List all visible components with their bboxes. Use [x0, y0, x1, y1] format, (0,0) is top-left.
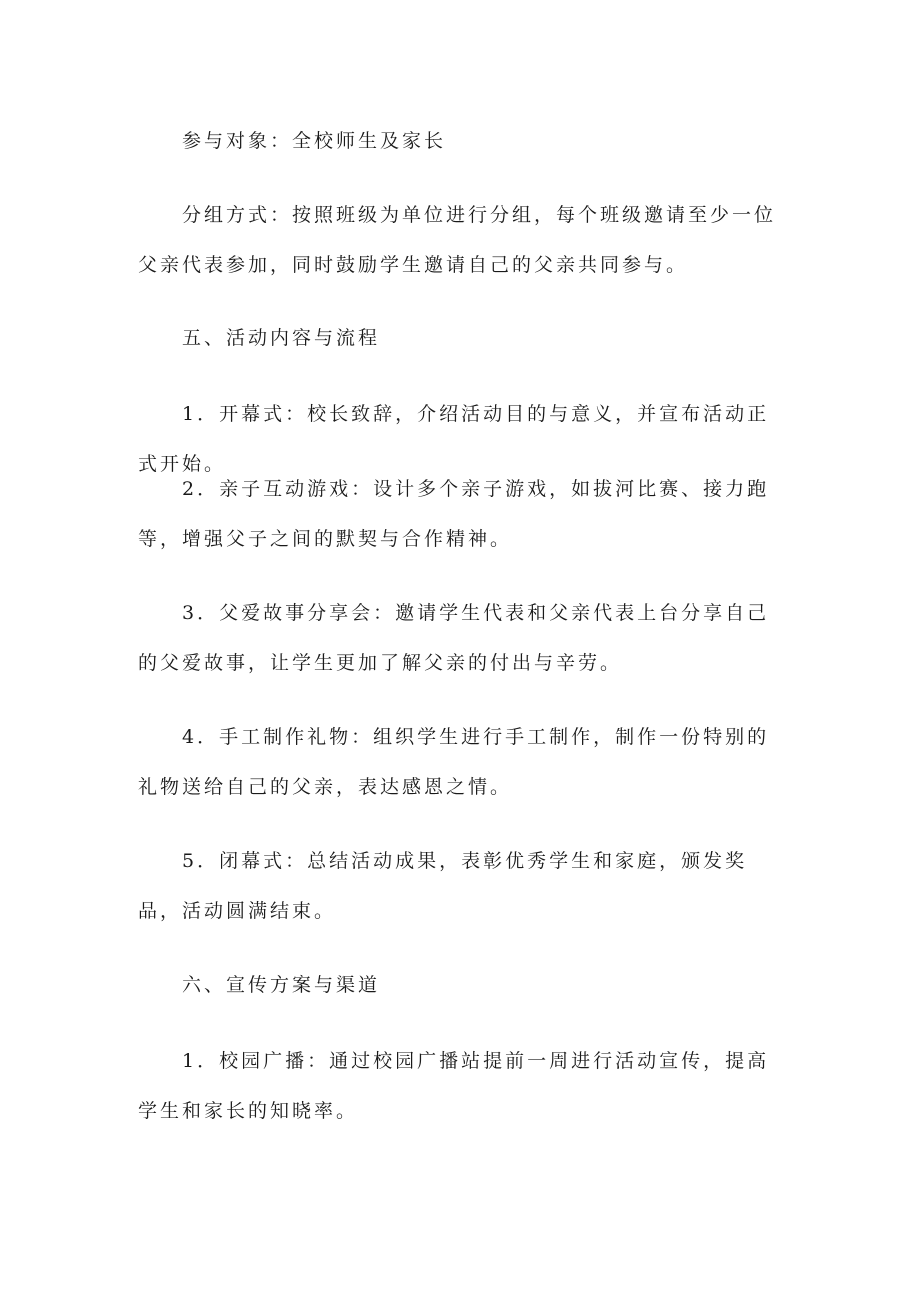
section-heading-publicity: 六、宣传方案与渠道 — [182, 974, 381, 996]
list-item-campus-broadcast: 1．校园广播：通过校园广播站提前一周进行活动宣传，提高学生和家长的知晓率。 — [138, 1050, 770, 1122]
list-item-handmade-gifts: 4．手工制作礼物：组织学生进行手工制作，制作一份特别的礼物送给自己的父亲，表达感恩之情。 — [138, 726, 770, 798]
participants-paragraph: 参与对象：全校师生及家长 — [182, 130, 447, 152]
list-item-opening: 1．开幕式：校长致辞，介绍活动目的与意义，并宣布活动正式开始。 — [138, 403, 770, 475]
list-item-closing: 5．闭幕式：总结活动成果，表彰优秀学生和家庭，颁发奖品，活动圆满结束。 — [138, 850, 748, 922]
section-heading-activity-content: 五、活动内容与流程 — [182, 327, 381, 349]
grouping-paragraph: 分组方式：按照班级为单位进行分组，每个班级邀请至少一位父亲代表参加，同时鼓励学生邀请自己的父亲共同参与。 — [138, 204, 777, 276]
list-item-story-sharing: 3．父爱故事分享会：邀请学生代表和父亲代表上台分享自己的父爱故事，让学生更加了解父亲的付出与辛劳。 — [138, 602, 770, 674]
list-item-parent-child-games: 2．亲子互动游戏：设计多个亲子游戏，如拔河比赛、接力跑等，增强父子之间的默契与合作精神。 — [138, 478, 770, 550]
